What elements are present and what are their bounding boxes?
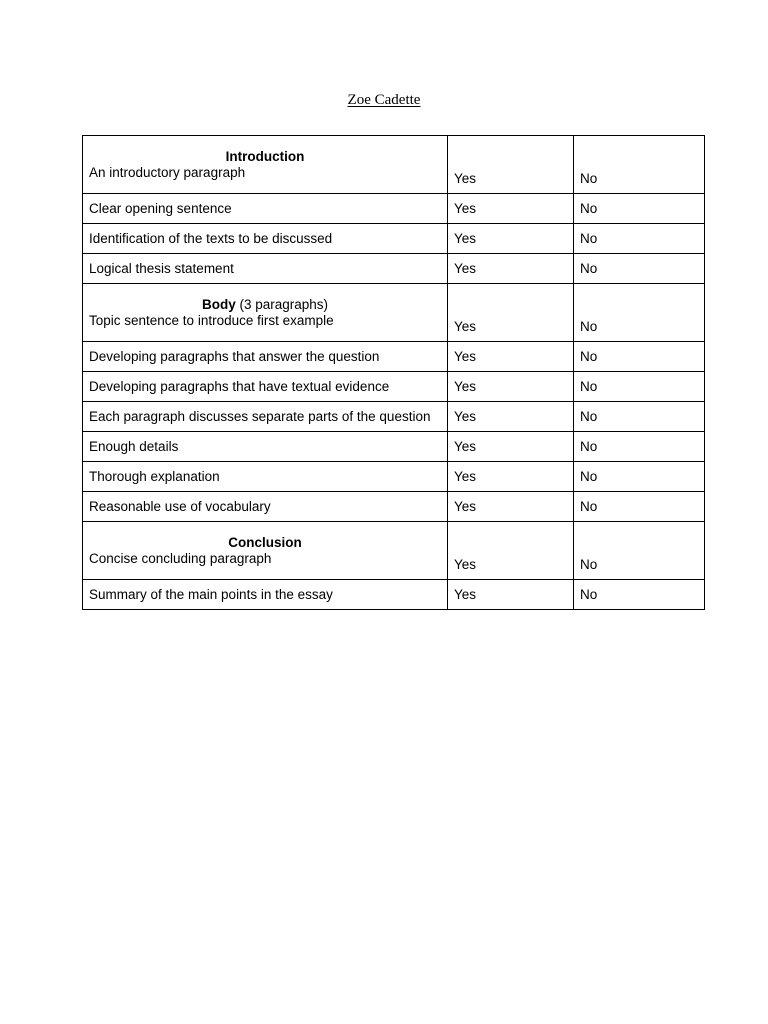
- yes-option: Yes: [448, 462, 574, 492]
- yes-option: Yes: [448, 284, 574, 342]
- checklist-row: [83, 254, 705, 284]
- section-heading: [89, 535, 441, 551]
- criterion-cell: [83, 580, 448, 610]
- yes-option: Yes: [448, 224, 574, 254]
- no-option: No: [574, 402, 705, 432]
- criterion-cell: [83, 402, 448, 432]
- criterion-cell: [83, 492, 448, 522]
- no-option: No: [574, 284, 705, 342]
- checklist-row: [83, 580, 705, 610]
- no-option: No: [574, 136, 705, 194]
- criterion-text: Developing paragraphs that answer the question: [89, 348, 380, 364]
- section-heading: [89, 149, 441, 165]
- criterion-text: Developing paragraphs that have textual evidence: [89, 378, 390, 394]
- criterion-text: Concise concluding paragraph: [89, 550, 272, 566]
- no-option: No: [574, 580, 705, 610]
- yes-option: Yes: [448, 372, 574, 402]
- no-option: No: [574, 432, 705, 462]
- yes-option: Yes: [448, 194, 574, 224]
- criterion-text: Identification of the texts to be discussed: [89, 230, 333, 246]
- criterion-text: Reasonable use of vocabulary: [89, 498, 271, 514]
- yes-option: Yes: [448, 136, 574, 194]
- section-heading: [89, 297, 441, 313]
- section-heading-note: (3 paragraphs): [235, 296, 329, 312]
- criterion-cell: [83, 284, 448, 342]
- criterion-text: Summary of the main points in the essay: [89, 586, 333, 602]
- page-title: Zoe Cadette: [347, 92, 421, 108]
- no-option: No: [574, 492, 705, 522]
- checklist-body: [83, 136, 705, 610]
- criterion-text: Thorough explanation: [89, 468, 220, 484]
- section-row: [83, 522, 705, 580]
- yes-option: Yes: [448, 342, 574, 372]
- checklist-row: [83, 462, 705, 492]
- yes-option: Yes: [448, 254, 574, 284]
- checklist-row: [83, 432, 705, 462]
- criterion-cell: [83, 224, 448, 254]
- criterion-text: Topic sentence to introduce first example: [89, 312, 334, 328]
- criterion-cell: [83, 372, 448, 402]
- criterion-text: Enough details: [89, 438, 179, 454]
- no-option: No: [574, 522, 705, 580]
- yes-option: Yes: [448, 402, 574, 432]
- section-heading-label: Body: [201, 296, 236, 312]
- criterion-cell: [83, 194, 448, 224]
- section-heading-label: Conclusion: [228, 534, 302, 550]
- section-heading-label: Introduction: [225, 148, 305, 164]
- yes-option: Yes: [448, 580, 574, 610]
- criterion-text: Clear opening sentence: [89, 200, 232, 216]
- no-option: No: [574, 254, 705, 284]
- criterion-cell: [83, 462, 448, 492]
- checklist-row: [83, 492, 705, 522]
- section-row: [83, 136, 705, 194]
- yes-option: Yes: [448, 492, 574, 522]
- checklist-row: [83, 224, 705, 254]
- criterion-text: Each paragraph discusses separate parts of the question: [89, 408, 431, 424]
- criterion-cell: [83, 522, 448, 580]
- checklist-row: [83, 372, 705, 402]
- no-option: No: [574, 342, 705, 372]
- criterion-cell: [83, 432, 448, 462]
- checklist-row: [83, 342, 705, 372]
- yes-option: Yes: [448, 432, 574, 462]
- criterion-cell: [83, 254, 448, 284]
- criterion-cell: [83, 342, 448, 372]
- criterion-cell: [83, 136, 448, 194]
- no-option: No: [574, 462, 705, 492]
- essay-checklist-table: [82, 135, 705, 610]
- checklist-row: [83, 194, 705, 224]
- section-row: [83, 284, 705, 342]
- no-option: No: [574, 372, 705, 402]
- criterion-text: Logical thesis statement: [89, 260, 234, 276]
- criterion-text: An introductory paragraph: [89, 164, 246, 180]
- no-option: No: [574, 194, 705, 224]
- no-option: No: [574, 224, 705, 254]
- yes-option: Yes: [448, 522, 574, 580]
- checklist-row: [83, 402, 705, 432]
